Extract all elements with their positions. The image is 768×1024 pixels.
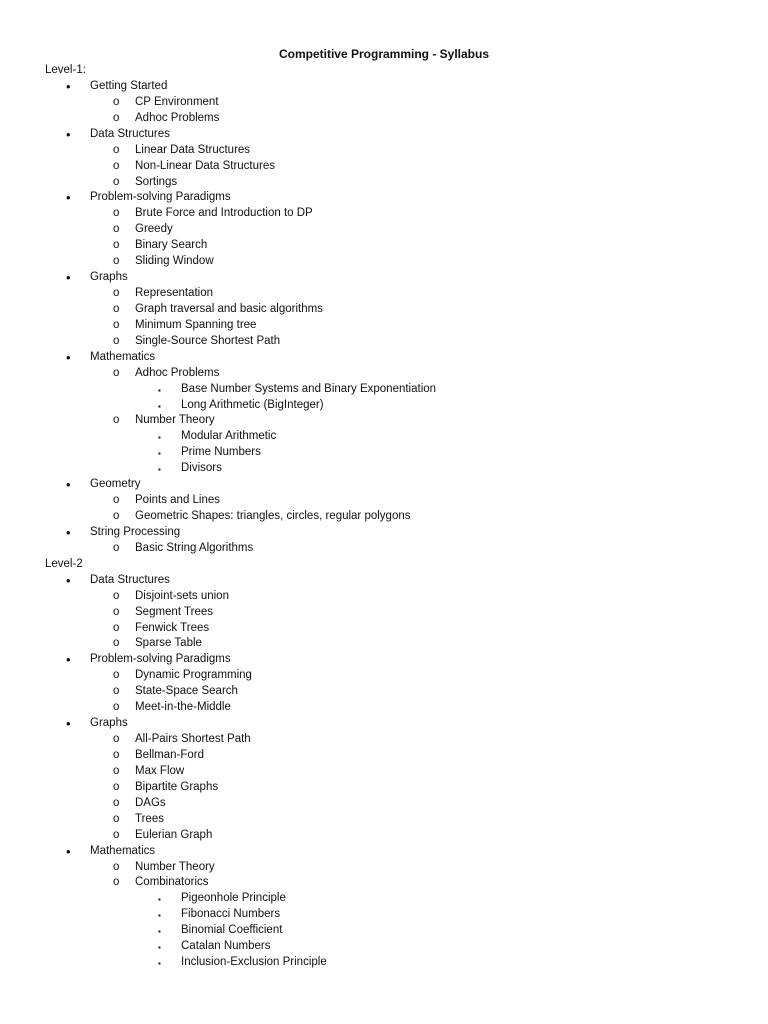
bullet-icon: • bbox=[66, 477, 71, 492]
outline-item-level-1: String Processing bbox=[90, 526, 181, 538]
outline-item-level-3: Divisors bbox=[181, 462, 222, 474]
square-bullet-icon: ▪ bbox=[158, 465, 161, 474]
outline-item-level-2: Adhoc Problems bbox=[135, 112, 220, 124]
circle-bullet-icon: o bbox=[113, 749, 120, 761]
outline-item-level-2: Segment Trees bbox=[135, 606, 213, 618]
circle-bullet-icon: o bbox=[113, 223, 120, 235]
outline-item-level-1: Graphs bbox=[90, 271, 128, 283]
circle-bullet-icon: o bbox=[113, 813, 120, 825]
circle-bullet-icon: o bbox=[113, 701, 120, 713]
square-bullet-icon: ▪ bbox=[158, 911, 161, 920]
circle-bullet-icon: o bbox=[113, 319, 120, 331]
circle-bullet-icon: o bbox=[113, 590, 120, 602]
circle-bullet-icon: o bbox=[113, 606, 120, 618]
outline-item-level-3: Fibonacci Numbers bbox=[181, 908, 281, 920]
outline-item-level-2: Number Theory bbox=[135, 861, 215, 873]
circle-bullet-icon: o bbox=[113, 494, 120, 506]
outline-item-level-2: Dynamic Programming bbox=[135, 669, 252, 681]
outline-item-level-2: Minimum Spanning tree bbox=[135, 319, 257, 331]
circle-bullet-icon: o bbox=[113, 112, 120, 124]
outline-item-level-2: Binary Search bbox=[135, 239, 208, 251]
outline-item-level-2: Combinatorics bbox=[135, 876, 209, 888]
outline-item-level-1: Data Structures bbox=[90, 128, 170, 140]
outline-item-level-2: State-Space Search bbox=[135, 685, 238, 697]
outline-item-level-2: Bellman-Ford bbox=[135, 749, 205, 761]
circle-bullet-icon: o bbox=[113, 96, 120, 108]
bullet-icon: • bbox=[66, 716, 71, 731]
circle-bullet-icon: o bbox=[113, 414, 120, 426]
outline-item-level-2: Representation bbox=[135, 287, 213, 299]
outline-item-level-1: Problem-solving Paradigms bbox=[90, 191, 231, 203]
outline-item-level-2: Bipartite Graphs bbox=[135, 781, 219, 793]
circle-bullet-icon: o bbox=[113, 876, 120, 888]
outline-item-level-2: Adhoc Problems bbox=[135, 367, 220, 379]
outline-item-level-2: Greedy bbox=[135, 223, 173, 235]
square-bullet-icon: ▪ bbox=[158, 895, 161, 904]
circle-bullet-icon: o bbox=[113, 207, 120, 219]
outline-item-level-2: Single-Source Shortest Path bbox=[135, 335, 281, 347]
circle-bullet-icon: o bbox=[113, 861, 120, 873]
outline-item-level-2: Fenwick Trees bbox=[135, 622, 210, 634]
outline-item-level-2: Meet-in-the-Middle bbox=[135, 701, 231, 713]
outline-item-level-3: Prime Numbers bbox=[181, 446, 261, 458]
circle-bullet-icon: o bbox=[113, 287, 120, 299]
outline-item-level-2: Disjoint-sets union bbox=[135, 590, 229, 602]
circle-bullet-icon: o bbox=[113, 144, 120, 156]
circle-bullet-icon: o bbox=[113, 733, 120, 745]
outline-item-level-3: Pigeonhole Principle bbox=[181, 892, 286, 904]
outline-item-level-2: Sparse Table bbox=[135, 637, 202, 649]
bullet-icon: • bbox=[66, 525, 71, 540]
outline-item-level-2: Non-Linear Data Structures bbox=[135, 160, 275, 172]
outline-item-level-2: Max Flow bbox=[135, 765, 185, 777]
outline-item-level-3: Long Arithmetic (BigInteger) bbox=[181, 399, 324, 411]
outline-item-level-1: Data Structures bbox=[90, 574, 170, 586]
circle-bullet-icon: o bbox=[113, 367, 120, 379]
bullet-icon: • bbox=[66, 190, 71, 205]
bullet-icon: • bbox=[66, 844, 71, 859]
outline-item-level-2: Trees bbox=[135, 813, 164, 825]
circle-bullet-icon: o bbox=[113, 542, 120, 554]
outline-item-level-1: Getting Started bbox=[90, 80, 168, 92]
circle-bullet-icon: o bbox=[113, 335, 120, 347]
outline-item-level-3: Binomial Coefficient bbox=[181, 924, 283, 936]
circle-bullet-icon: o bbox=[113, 176, 120, 188]
circle-bullet-icon: o bbox=[113, 829, 120, 841]
circle-bullet-icon: o bbox=[113, 637, 120, 649]
outline-item-level-1: Mathematics bbox=[90, 351, 156, 363]
square-bullet-icon: ▪ bbox=[158, 927, 161, 936]
circle-bullet-icon: o bbox=[113, 622, 120, 634]
outline-item-level-2: All-Pairs Shortest Path bbox=[135, 733, 251, 745]
outline-item-level-3: Catalan Numbers bbox=[181, 940, 271, 952]
outline-item-level-2: Number Theory bbox=[135, 414, 215, 426]
outline-item-level-3: Base Number Systems and Binary Exponentiation bbox=[181, 383, 437, 395]
bullet-icon: • bbox=[66, 127, 71, 142]
square-bullet-icon: ▪ bbox=[158, 386, 161, 395]
circle-bullet-icon: o bbox=[113, 685, 120, 697]
outline-item-level-2: CP Environment bbox=[135, 96, 219, 108]
outline-item-level-2: Sliding Window bbox=[135, 255, 214, 267]
outline-item-level-1: Graphs bbox=[90, 717, 128, 729]
bullet-icon: • bbox=[66, 79, 71, 94]
bullet-icon: • bbox=[66, 573, 71, 588]
outline-item-level-2: DAGs bbox=[135, 797, 166, 809]
bullet-icon: • bbox=[66, 270, 71, 285]
outline-item-level-1: Geometry bbox=[90, 478, 141, 490]
outline-item-level-2: Basic String Algorithms bbox=[135, 542, 254, 554]
outline-item-level-2: Sortings bbox=[135, 176, 178, 188]
outline-item-level-2: Linear Data Structures bbox=[135, 144, 251, 156]
outline-item-level-1: Mathematics bbox=[90, 845, 156, 857]
square-bullet-icon: ▪ bbox=[158, 433, 161, 442]
outline-item-level-1: Problem-solving Paradigms bbox=[90, 653, 231, 665]
circle-bullet-icon: o bbox=[113, 255, 120, 267]
outline-item-level-3: Inclusion-Exclusion Principle bbox=[181, 956, 327, 968]
outline-item-level-2: Graph traversal and basic algorithms bbox=[135, 303, 323, 315]
circle-bullet-icon: o bbox=[113, 765, 120, 777]
outline-item-level-3: Modular Arithmetic bbox=[181, 430, 277, 442]
outline-item-level-2: Geometric Shapes: triangles, circles, regular polygons bbox=[135, 510, 411, 522]
square-bullet-icon: ▪ bbox=[158, 959, 161, 968]
level-heading: Level-1: bbox=[45, 64, 86, 76]
square-bullet-icon: ▪ bbox=[158, 449, 161, 458]
outline-item-level-2: Eulerian Graph bbox=[135, 829, 213, 841]
bullet-icon: • bbox=[66, 652, 71, 667]
outline-item-level-2: Points and Lines bbox=[135, 494, 221, 506]
circle-bullet-icon: o bbox=[113, 239, 120, 251]
circle-bullet-icon: o bbox=[113, 797, 120, 809]
outline-item-level-2: Brute Force and Introduction to DP bbox=[135, 207, 313, 219]
bullet-icon: • bbox=[66, 350, 71, 365]
circle-bullet-icon: o bbox=[113, 303, 120, 315]
square-bullet-icon: ▪ bbox=[158, 402, 161, 411]
circle-bullet-icon: o bbox=[113, 781, 120, 793]
document-title: Competitive Programming - Syllabus bbox=[278, 47, 490, 61]
circle-bullet-icon: o bbox=[113, 160, 120, 172]
square-bullet-icon: ▪ bbox=[158, 943, 161, 952]
circle-bullet-icon: o bbox=[113, 669, 120, 681]
level-heading: Level-2 bbox=[45, 558, 83, 570]
circle-bullet-icon: o bbox=[113, 510, 120, 522]
